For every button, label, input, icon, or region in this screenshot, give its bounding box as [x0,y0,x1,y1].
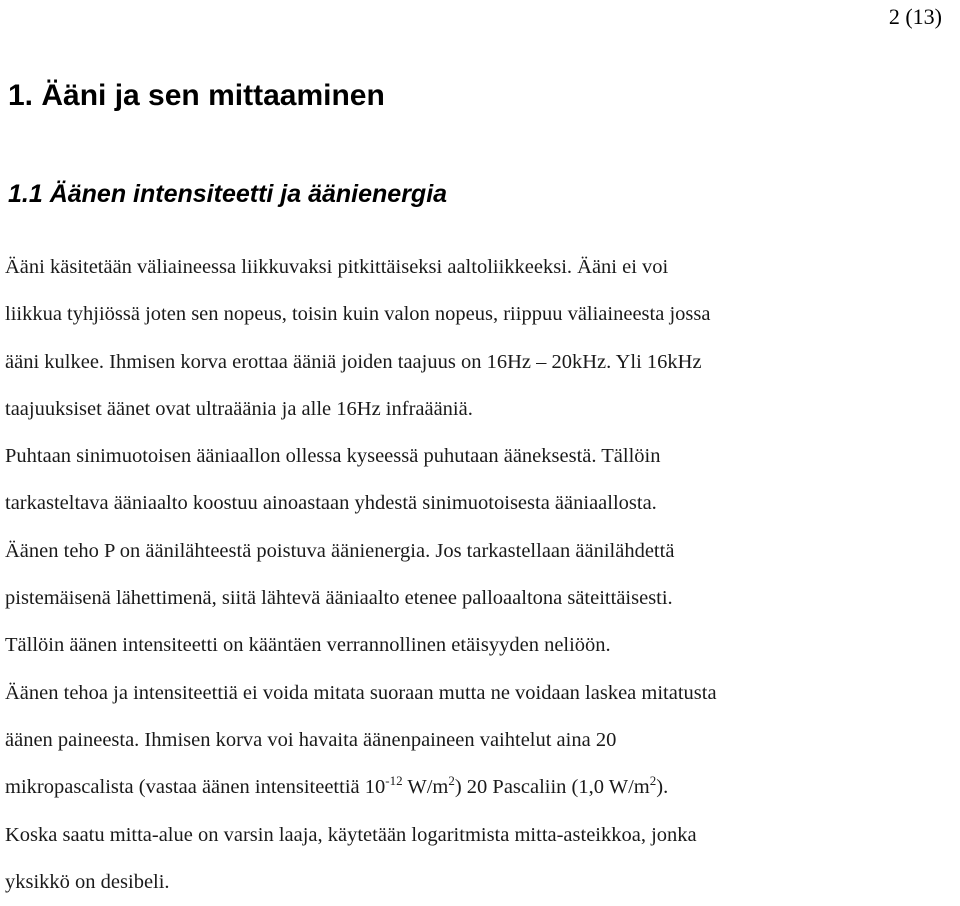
text-line: Tällöin äänen intensiteetti on kääntäen verrannollinen etäisyyden neliöön. [5,634,611,657]
text-line: tarkasteltava ääniaalto koostuu ainoastaan yhdestä sinimuotoisesta ääniaallosta. [5,492,657,515]
text-line: taajuuksiset äänet ovat ultraäänia ja alle 16Hz infraääniä. [5,397,473,420]
text-line: liikkua tyhjiössä joten sen nopeus, toisin kuin valon nopeus, riippuu väliaineesta jossa [5,303,711,326]
subsection-heading: 1.1 Äänen intensiteetti ja äänienergia [8,180,448,208]
text-line-with-formula [5,764,957,811]
text-line: yksikkö on desibeli. [5,870,170,893]
text-line: äänen paineesta. Ihmisen korva voi havaita äänenpaineen vaihtelut aina 20 [5,728,617,751]
text-line: Äänen teho P on äänilähteestä poistuva äänienergia. Jos tarkastellaan äänilähdettä [5,539,675,562]
text-line: Ääni käsitetään väliaineessa liikkuvaksi pitkittäiseksi aaltoliikkeeksi. Ääni ei voi [5,256,669,278]
text-line: ääni kulkee. Ihmisen korva erottaa ääniä joiden taajuus on 16Hz – 20kHz. Yli 16kHz [5,350,702,373]
exponent: -12 [385,773,403,789]
page-number: 2 (13) [888,4,942,29]
exponent: 2 [649,773,657,789]
text-line: Koska saatu mitta-alue on varsin laaja, käytetään logaritmista mitta-asteikkoa, jonka [5,823,697,846]
section-heading: 1. Ääni ja sen mittaaminen [8,79,385,112]
exponent: 2 [448,773,455,789]
document-body [5,244,957,906]
text-span: W/m [402,776,449,799]
text-line: Äänen tehoa ja intensiteettiä ei voida mitata suoraan mutta ne voidaan laskea mitatusta [5,681,717,704]
text-line: pistemäisenä lähettimenä, siitä lähtevä ääniaalto etenee palloaaltona säteittäisesti. [5,587,673,610]
text-span: ). [656,776,669,799]
text-line: Puhtaan sinimuotoisen ääniaallon ollessa kyseessä puhutaan ääneksestä. Tällöin [5,445,661,468]
text-span: ) 20 Pascaliin (1,0 W/m [454,776,650,799]
text-span: mikropascalista (vastaa äänen intensiteettiä 10 [5,776,386,799]
